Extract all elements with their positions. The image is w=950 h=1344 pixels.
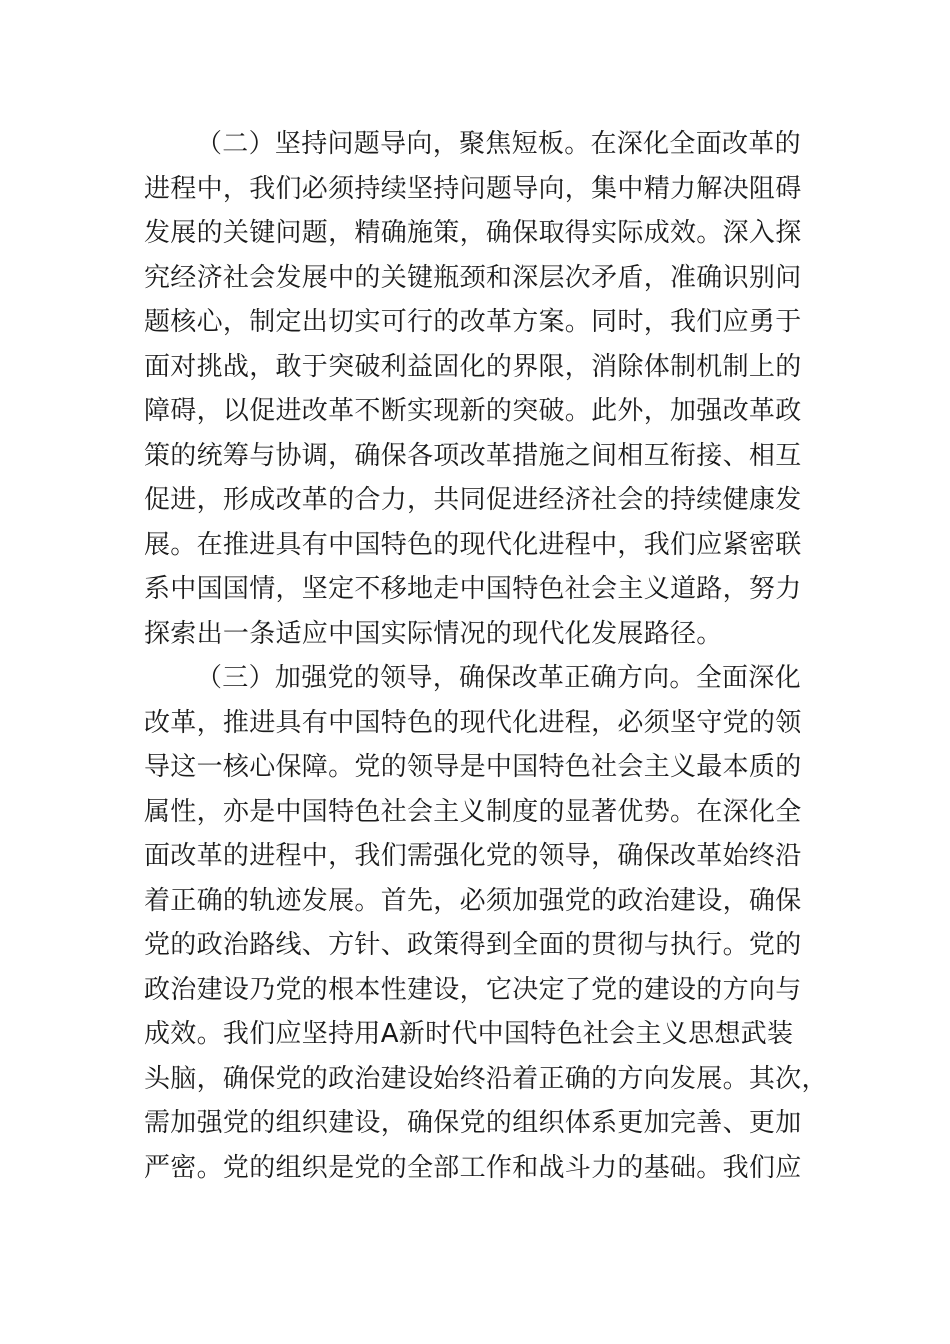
text-line: 改革，推进具有中国特色的现代化进程，必须坚守党的领 xyxy=(144,707,802,738)
text-line: 发展的关键问题，精确施策，确保取得实际成效。深入探 xyxy=(144,218,802,248)
text-line: 着正确的轨迹发展。首先，必须加强党的政治建设，确保 xyxy=(144,885,802,916)
text-line: 导这一核心保障。党的领导是中国特色社会主义最本质的 xyxy=(144,752,802,782)
text-line: 需加强党的组织建设，确保党的组织体系更加完善、更加 xyxy=(144,1108,802,1138)
text-line: 党的政治路线、方针、政策得到全面的贯彻与执行。党的 xyxy=(144,930,802,960)
text-line: 头脑，确保党的政治建设始终沿着正确的方向发展。其次， xyxy=(144,1063,828,1094)
text-line: 促进，形成改革的合力，共同促进经济社会的持续健康发 xyxy=(144,485,802,515)
text-line: 障碍，以促进改革不断实现新的突破。此外，加强改革政 xyxy=(144,396,802,426)
text-line: 面对挑战，敢于突破利益固化的界限，消除体制机制上的 xyxy=(144,351,802,382)
text-line: 究经济社会发展中的关键瓶颈和深层次矛盾，准确识别问 xyxy=(144,262,802,293)
text-line: 进程中，我们必须持续坚持问题导向，集中精力解决阻碍 xyxy=(144,173,802,204)
text-line: 探索出一条适应中国实际情况的现代化发展路径。 xyxy=(144,618,723,649)
text-line: 题核心，制定出切实可行的改革方案。同时，我们应勇于 xyxy=(144,307,802,337)
text-line: 严密。党的组织是党的全部工作和战斗力的基础。我们应 xyxy=(144,1152,802,1183)
body-text xyxy=(144,122,828,1190)
paragraph-first-line: （二）坚持问题导向，聚焦短板。在深化全面改革的 xyxy=(196,129,801,159)
paragraph-first-line: （三）加强党的领导，确保改革正确方向。全面深化 xyxy=(196,663,801,693)
text-line: 属性，亦是中国特色社会主义制度的显著优势。在深化全 xyxy=(144,796,802,827)
text-line: 面改革的进程中，我们需强化党的领导，确保改革始终沿 xyxy=(144,841,802,871)
text-line: 政治建设乃党的根本性建设，它决定了党的建设的方向与 xyxy=(144,974,802,1005)
text-line: 系中国国情，坚定不移地走中国特色社会主义道路，努力 xyxy=(144,574,802,604)
text-line: 策的统筹与协调，确保各项改革措施之间相互衔接、相互 xyxy=(144,440,802,471)
text-line: 展。在推进具有中国特色的现代化进程中，我们应紧密联 xyxy=(144,529,802,560)
text-line: 成效。我们应坚持用A新时代中国特色社会主义思想武装 xyxy=(144,1019,794,1049)
